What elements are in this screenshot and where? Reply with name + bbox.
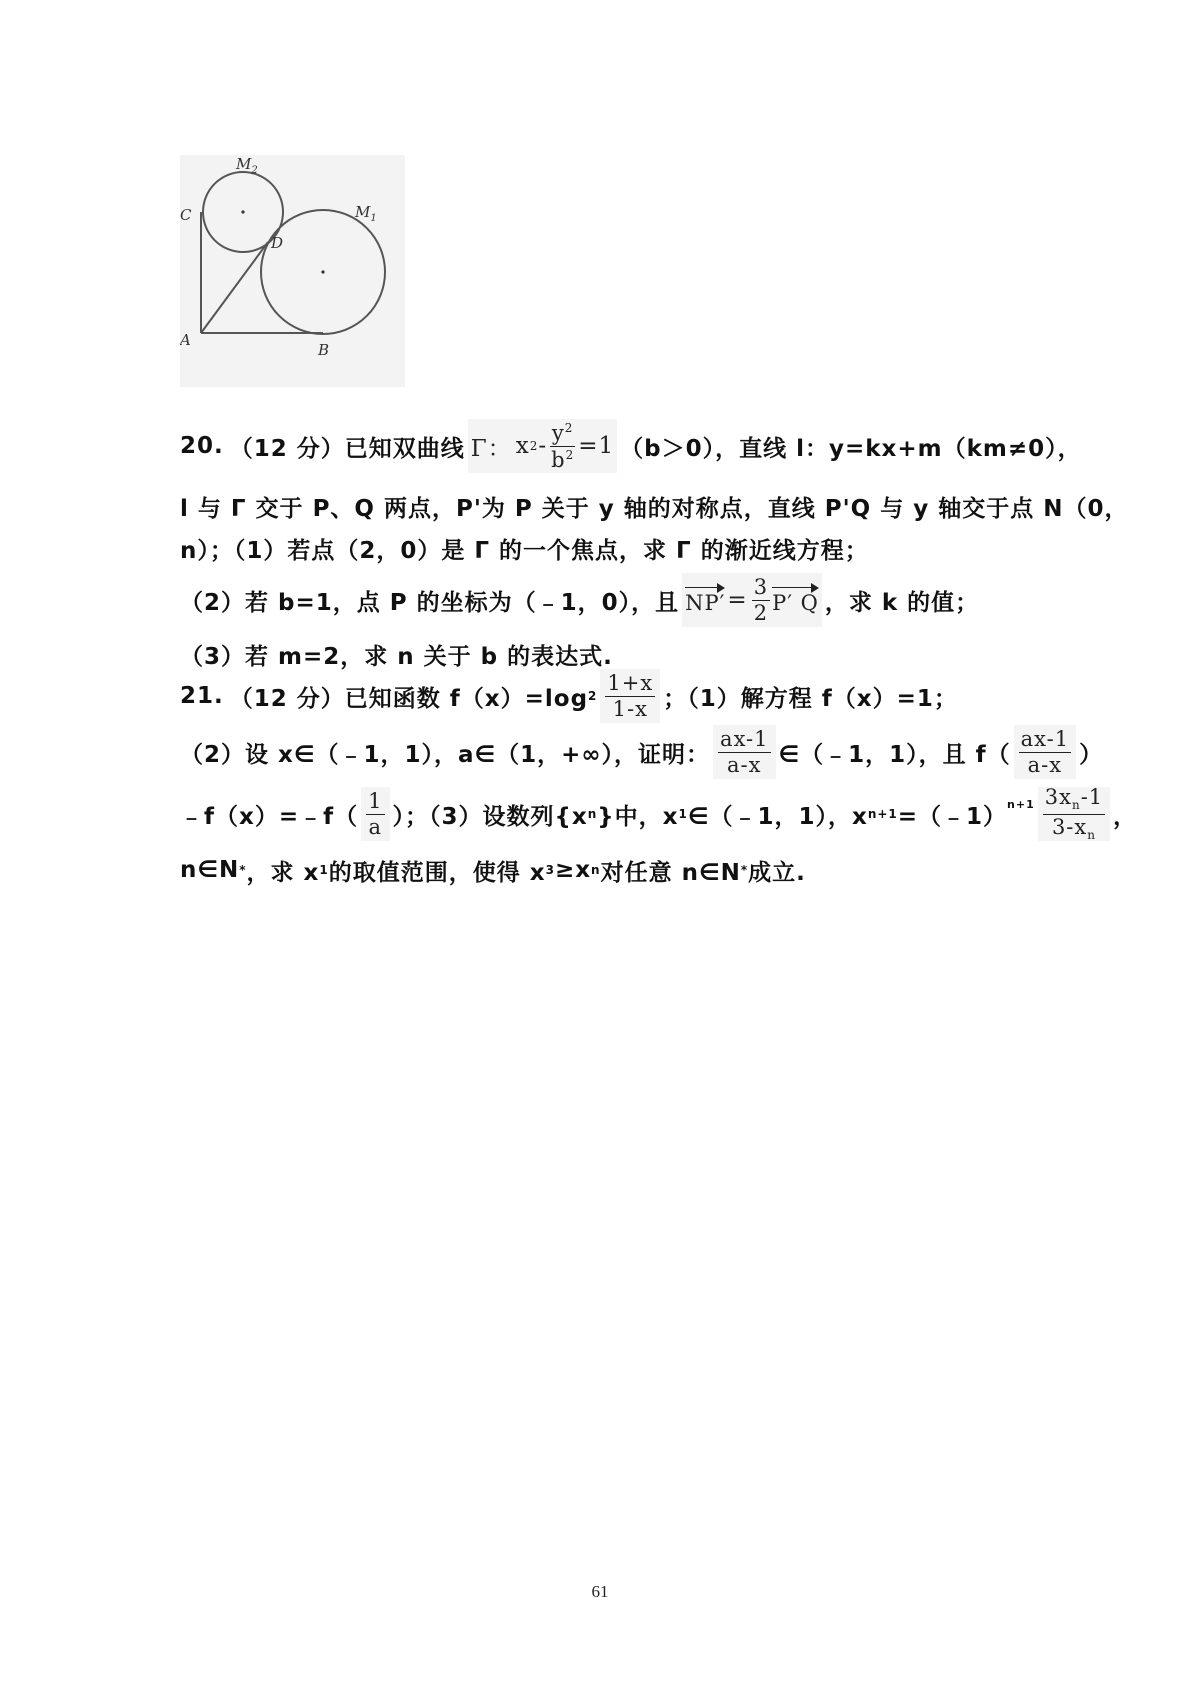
q20-lead: 已知双曲线 — [344, 435, 465, 462]
q21-number: 21. — [180, 683, 224, 709]
hyperbola-equation: Γ： x 2 - $\frac{y^2}{b^2}$ =1 — [468, 419, 617, 473]
q20-score: （12 分） — [229, 435, 345, 462]
label-c: C — [180, 206, 192, 224]
q20-line-1 — [180, 418, 1082, 474]
q21-line-2: （2）设 x∈（﹣1，1），a∈（1，+∞），证明： $\frac{ax-1}{a-x}$ ∈（﹣1，1），且 f（ $\frac{ax-1}{a-x}$ ） — [180, 724, 1103, 780]
q21-line-4: n∈N * ，求 x 1 的取值范围，使得 x 3 ≥x n 对任意 n∈N * 成立. — [180, 857, 806, 886]
center-m1 — [321, 270, 324, 273]
q21-score: （12 分） — [229, 685, 345, 712]
log-fraction: $\frac{1+x}{1-x}$ — [600, 669, 660, 723]
label-d: D — [271, 234, 284, 252]
vector-equation: NP′ = $\frac{3}{2}$ P′ Q — [682, 573, 822, 627]
label-a: A — [180, 331, 191, 349]
label-b: B — [318, 341, 330, 359]
q20-line-3: n）；（1）若点（2，0）是 Γ 的一个焦点，求 Γ 的渐近线方程； — [180, 537, 869, 564]
label-m2: $M_2$ — [236, 155, 258, 176]
q20-number: 20. — [180, 433, 224, 459]
label-m1: $M_1$ — [355, 203, 377, 224]
geometry-figure — [180, 155, 405, 387]
page-number: 61 — [591, 1582, 609, 1601]
q21-line-1: 21. （12 分） 已知函数 f（x）=log 2 $\frac{1+x}{1-x}$ ；（1）解方程 f（x）=1； — [180, 668, 958, 724]
q20-condition: （b＞0），直线 l：y=kx+m（km≠0）， — [620, 435, 1082, 462]
q21-line-3: ﹣f（x）=﹣f（ $\frac{1}{a}$ ）；（3）设数列{x n }中，x 1 ∈（﹣1，1），x n+1 =（﹣1） n+1 $\frac{3x_n-1}{3-x_n}$ ， — [180, 785, 1138, 842]
q20-line-4: （2）若 b=1，点 P 的坐标为（﹣1，0），且 NP′ = $\frac{3}{2}$ P′ Q ，求 k 的值； — [180, 572, 979, 628]
figure-background — [180, 155, 405, 387]
recurrence-fraction: $\frac{3x_n-1}{3-x_n}$ — [1038, 787, 1110, 841]
q20-line-5: （3）若 m=2，求 n 关于 b 的表达式. — [180, 643, 613, 670]
hyperbola-fraction: $\frac{y^2}{b^2}$ — [551, 420, 575, 472]
center-m2 — [241, 210, 244, 213]
q20-line-2: l 与 Γ 交于 P、Q 两点，P'为 P 关于 y 轴的对称点，直线 P'Q 与 y 轴交于点 N（0， — [180, 495, 1129, 522]
